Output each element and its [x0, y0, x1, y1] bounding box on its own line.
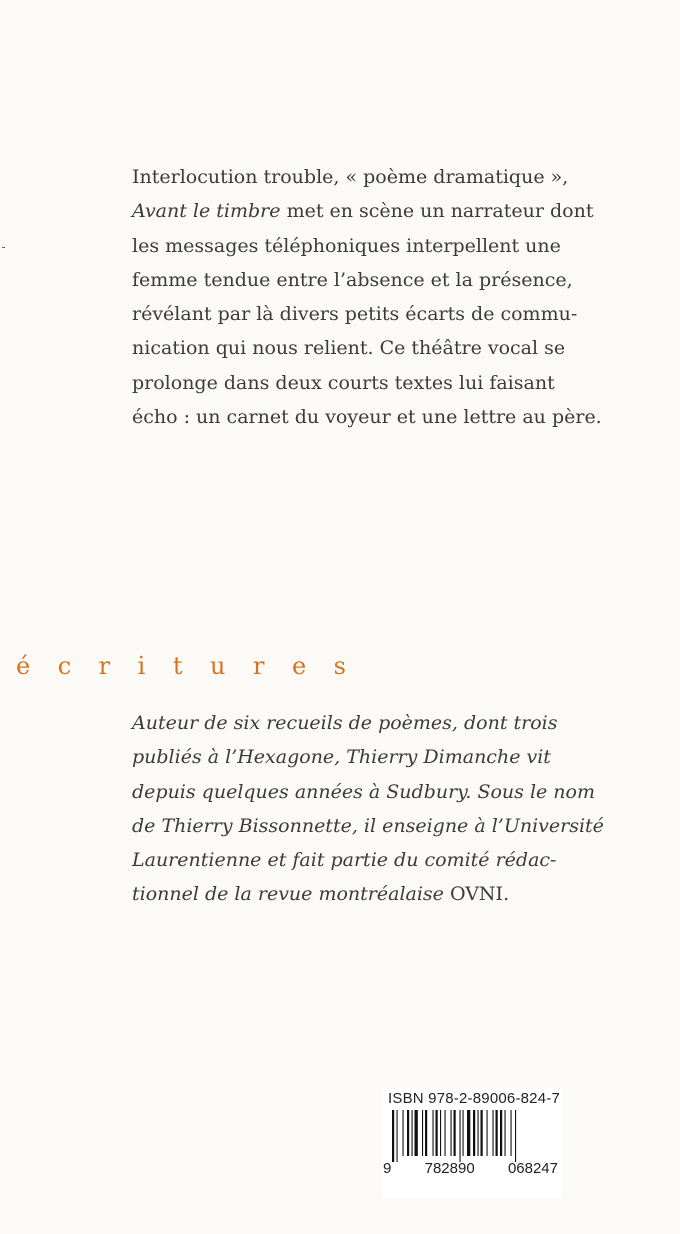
blurb-line: prolonge dans deux courts textes lui faisant — [132, 371, 555, 394]
barcode-bar — [496, 1110, 498, 1156]
barcode-bar — [463, 1110, 464, 1156]
barcode-digits — [383, 1160, 558, 1177]
barcode-bar — [440, 1110, 441, 1156]
blurb-line: Interlocution trouble, « poème dramatique », — [132, 166, 569, 188]
blurb-line: révélant par là divers petits écarts de commu- — [132, 303, 578, 326]
bio-line: de Thierry Bissonnette, il enseigne à l’Université — [132, 814, 604, 837]
series-letter: r — [252, 652, 265, 680]
barcode-bar — [436, 1110, 438, 1156]
blurb-line: écho : un carnet du voyeur et une lettre au père. — [132, 406, 602, 429]
barcode-bar — [460, 1110, 461, 1162]
series-letter: t — [172, 652, 183, 680]
barcode-digit-group: 068247 — [507, 1160, 558, 1177]
barcode-bar — [467, 1110, 470, 1156]
journal-name: OVNI. — [449, 883, 510, 906]
barcode-bar — [505, 1110, 506, 1156]
series-letter: r — [98, 652, 111, 680]
blurb-line: les messages téléphoniques interpellent une — [132, 234, 561, 257]
blurb-paragraph — [132, 160, 602, 434]
author-bio — [132, 706, 604, 912]
isbn-label: ISBN 978-2-89006-824-7 — [388, 1090, 561, 1107]
blurb-line-text: met en scène un narrateur dont — [286, 200, 594, 223]
barcode-bar — [433, 1110, 434, 1156]
barcode-bar — [397, 1110, 398, 1162]
bio-line — [132, 877, 550, 911]
blurb-line: femme tendue entre l’absence et la présence, — [132, 268, 573, 291]
barcode-bar — [500, 1110, 502, 1156]
blurb-line: nication qui nous relient. Ce théâtre vocal se — [132, 337, 566, 360]
barcode-digit-group: 782890 — [424, 1160, 475, 1177]
bio-line: Auteur de six recueils de poèmes, dont trois — [132, 712, 558, 734]
bio-line: Laurentienne et fait partie du comité rédac- — [132, 849, 557, 872]
barcode-bar — [487, 1110, 488, 1156]
barcode-bar — [415, 1110, 418, 1156]
barcode-bar — [403, 1110, 404, 1156]
series-letter: é — [16, 652, 31, 680]
barcode-bar — [422, 1110, 423, 1156]
series-letter: c — [57, 652, 72, 680]
blurb-line — [132, 194, 594, 228]
barcode-bar — [481, 1110, 483, 1156]
barcode-bar — [425, 1110, 427, 1156]
barcode-bar — [412, 1110, 413, 1156]
barcode-digit-group: 9 — [383, 1160, 392, 1177]
bio-line: depuis quelques années à Sudbury. Sous le nom — [132, 780, 595, 803]
barcode-icon — [392, 1110, 558, 1162]
barcode-bar — [454, 1110, 456, 1156]
series-letter: s — [333, 652, 346, 680]
barcode-bar — [515, 1110, 516, 1162]
edge-mark — [2, 247, 5, 248]
bio-line: publiés à l’Hexagone, Thierry Dimanche vit — [132, 746, 551, 769]
series-letter: u — [209, 652, 226, 680]
barcode-bar — [473, 1110, 475, 1156]
book-title: Avant le timbre — [132, 200, 281, 223]
barcode-bar — [451, 1110, 452, 1156]
barcode-bar — [407, 1110, 409, 1156]
barcode-bar — [392, 1110, 394, 1162]
series-name — [16, 652, 346, 680]
barcode-bar — [511, 1110, 512, 1156]
barcode-bar — [493, 1110, 494, 1156]
barcode-bar — [445, 1110, 446, 1156]
barcode-bar — [478, 1110, 479, 1156]
bio-line-text: tionnel de la revue montréalaise — [132, 883, 444, 906]
series-letter: i — [137, 652, 146, 680]
series-letter: e — [291, 652, 307, 680]
